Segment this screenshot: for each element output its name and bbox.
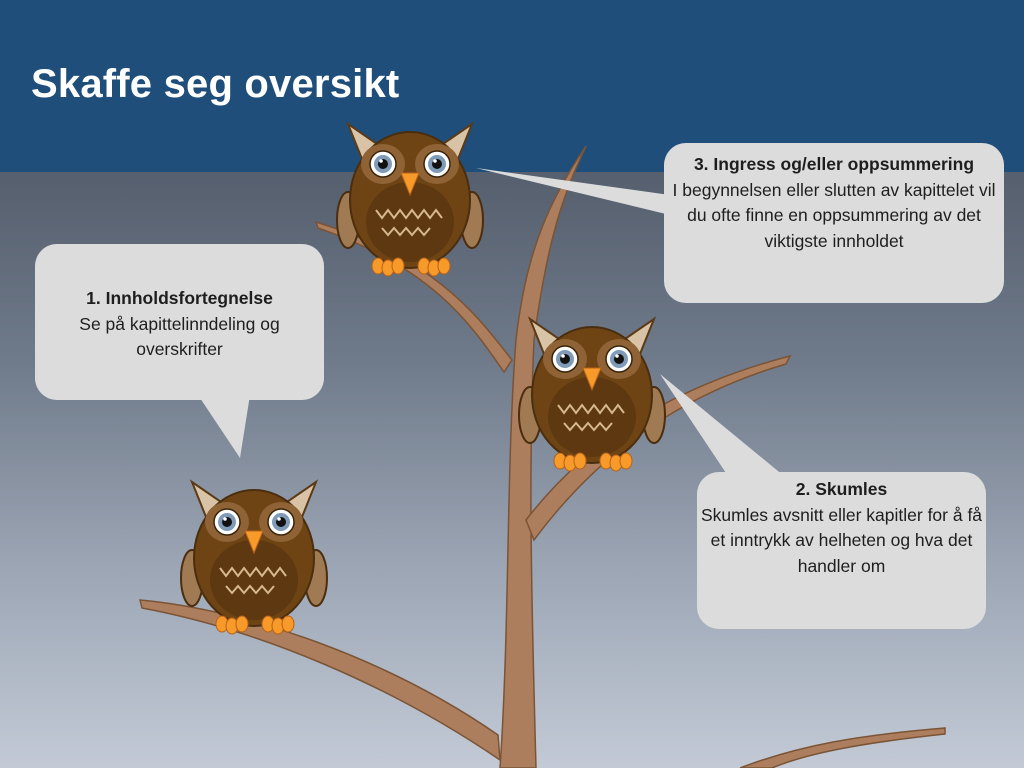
bubble-text: I begynnelsen eller slutten av kapittelet vil du ofte finne en oppsummering av det viktigste innholdet [672, 179, 996, 251]
bubble-heading: 3. Ingress og/eller oppsummering [693, 154, 975, 174]
owl-icon [519, 319, 665, 471]
bubble-text: Skumles avsnitt eller kapitler for å få et inntrykk av helheten og hva det handler om [700, 504, 983, 576]
speech-bubble-ingress [664, 143, 1004, 303]
bubble-text: Se på kapittelinndeling og overskrifter [79, 313, 280, 359]
bubble-heading: 1. Innholdsfortegnelse [86, 288, 273, 308]
bubble-heading: 2. Skumles [795, 479, 888, 499]
owl-icon [337, 124, 483, 276]
bubble-tail-1 [198, 395, 250, 458]
bubble-tail-2 [660, 374, 784, 476]
speech-bubble-innholdsfortegnelse [35, 244, 324, 400]
slide-title: Skaffe seg oversikt [31, 62, 400, 106]
speech-bubble-skumles [697, 472, 986, 629]
